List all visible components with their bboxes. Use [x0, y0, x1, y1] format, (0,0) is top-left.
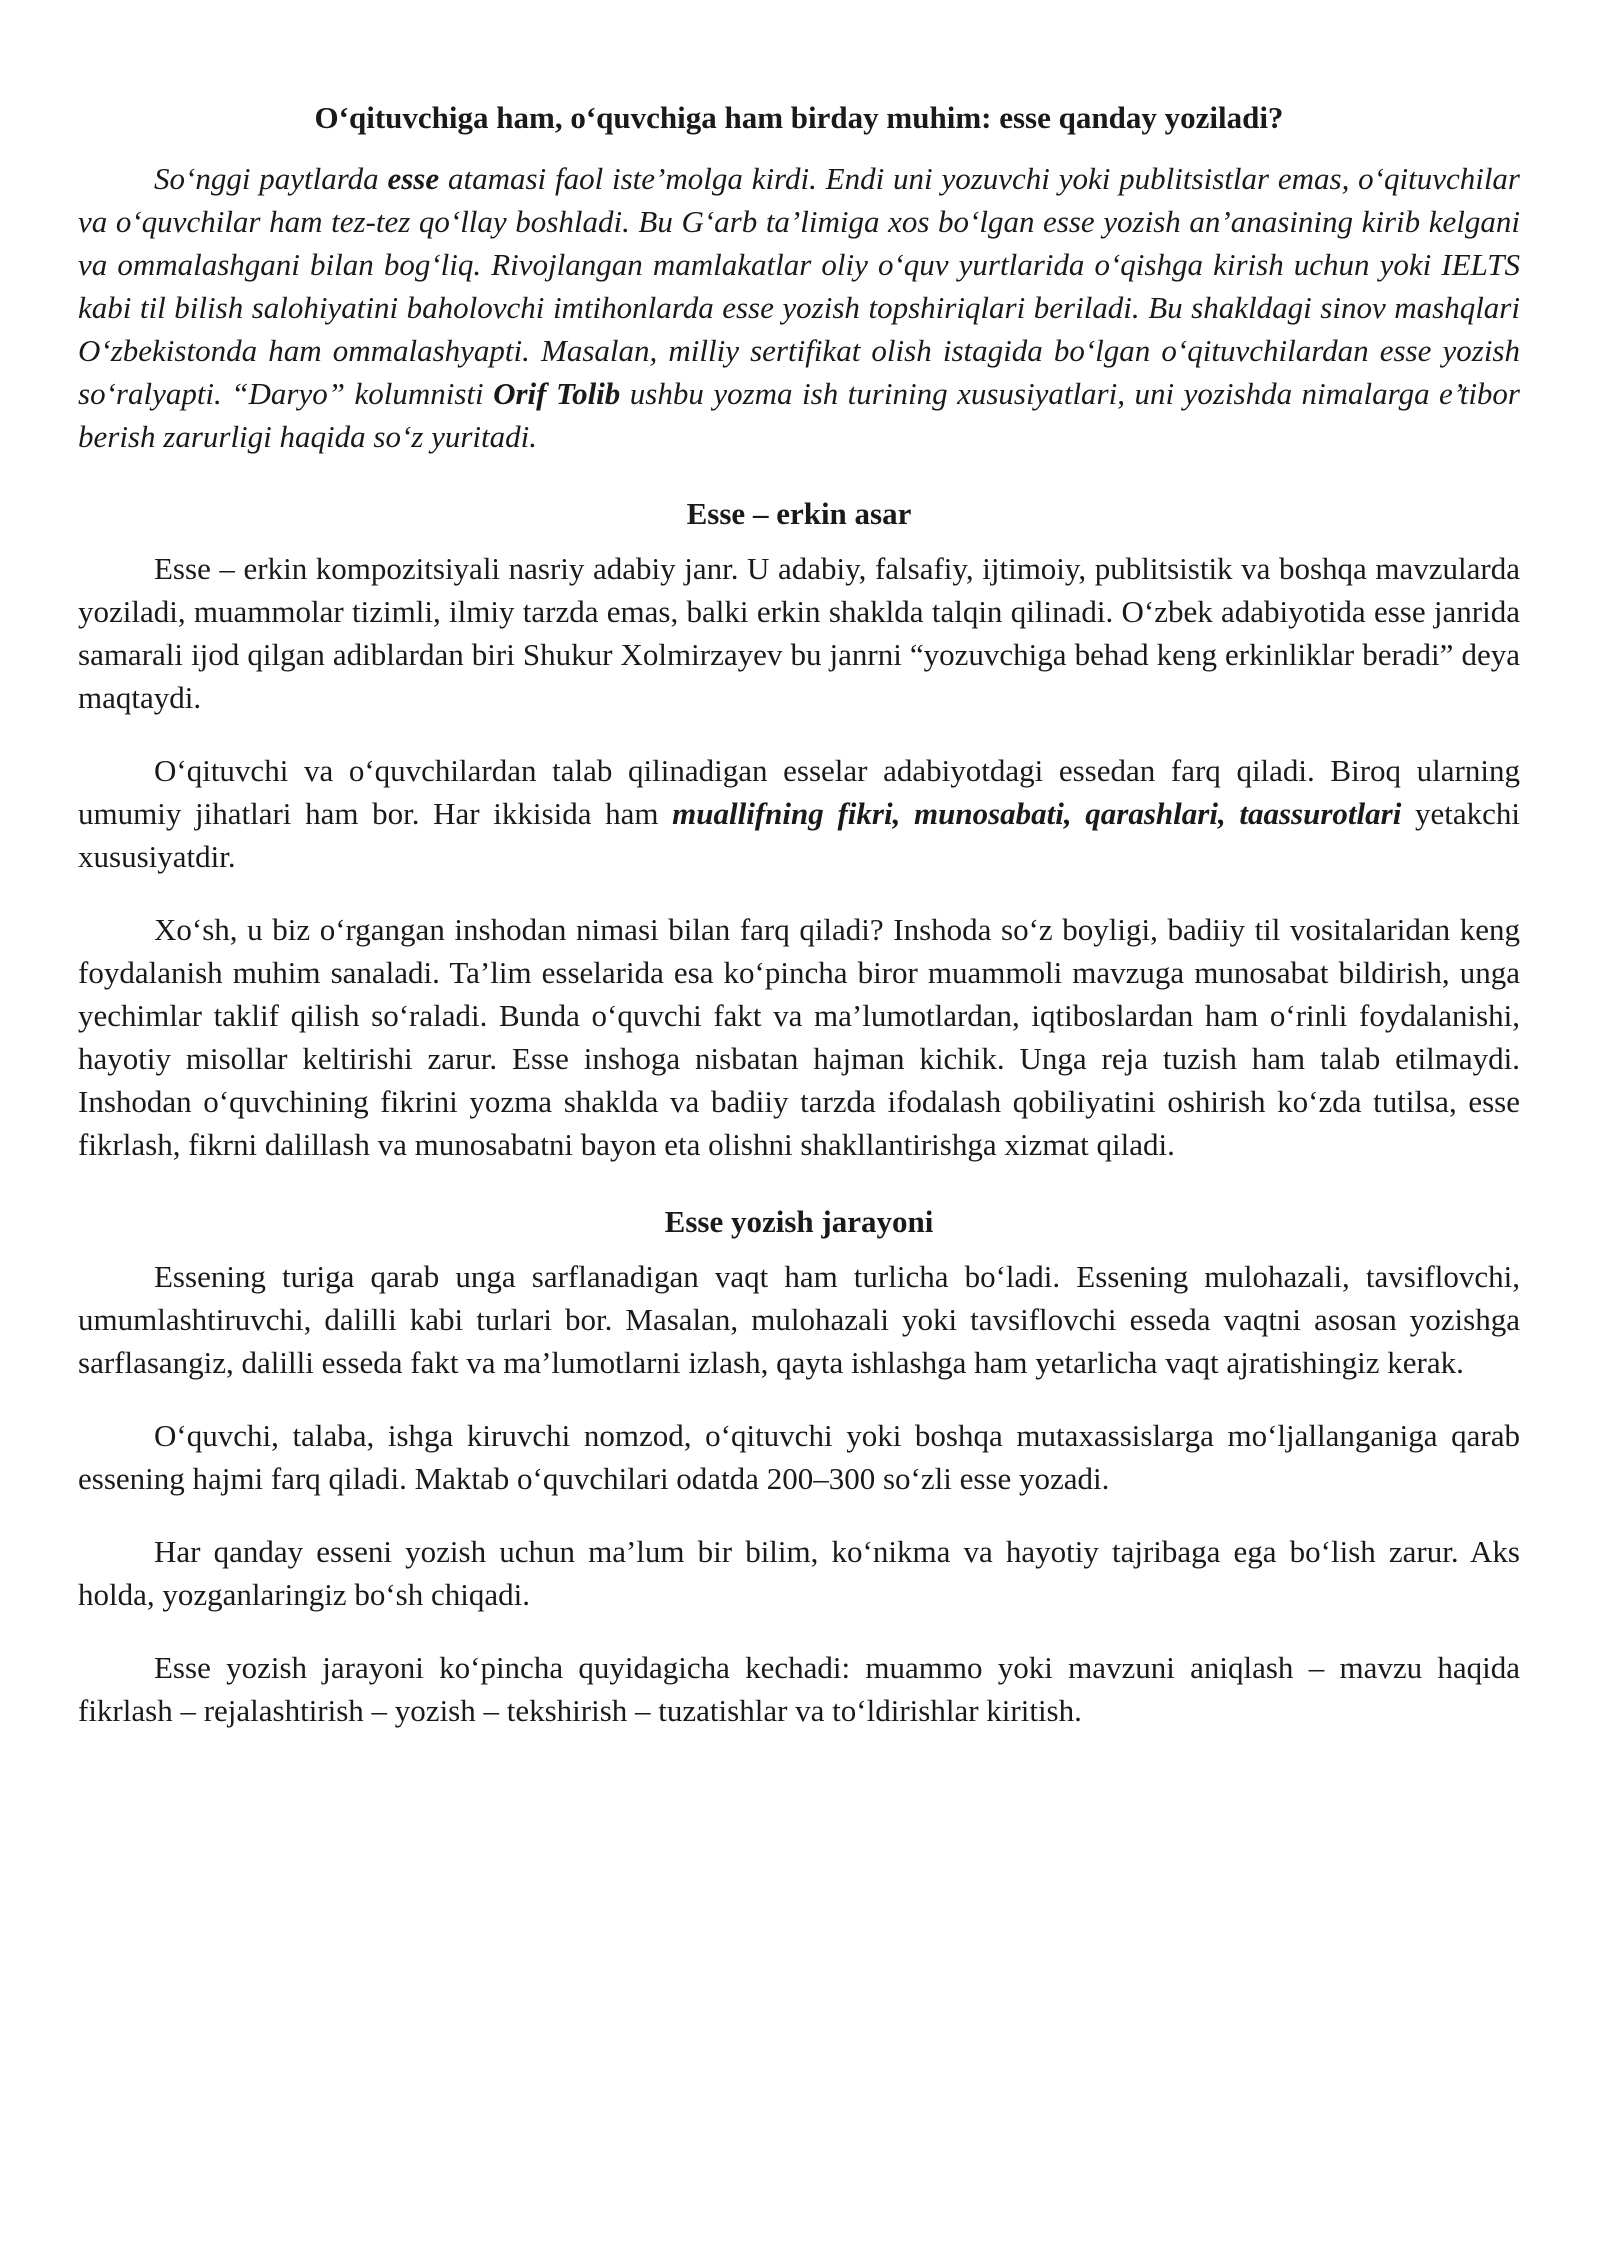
section2-paragraph-4: Esse yozish jarayoni ko‘pincha quyidagicha kechadi: muammo yoki mavzuni aniqlash – mavzu haqida fikrlash – rejalashtirish – yozish – tekshirish – tuzatishlar va to‘ldirishlar kiritish. [78, 1650, 1520, 1728]
document-page [78, 96, 1520, 1762]
section-heading-esse-erkin-asar: Esse – erkin asar [686, 496, 912, 531]
section1-paragraph-2-emphasis: muallifning fikri, munosabati, qarashlari, taassurotlari [672, 796, 1402, 831]
section2-paragraph-1: Essening turiga qarab unga sarflanadigan vaqt ham turlicha bo‘ladi. Essening mulohazali, tavsiflovchi, umumlashtiruvchi, dalilli kabi turlari bor. Masalan, mulohazali yoki tavsiflovchi esseda vaqtni asosan yozishga sarflasangiz, dalilli esseda fakt va ma’lumotlarni izlash, qayta ishlashga ham yetarlicha vaqt ajratishingiz kerak. [78, 1259, 1520, 1380]
lead-bold-term: esse [387, 161, 440, 196]
lead-text-1: So‘nggi paytlarda [154, 161, 388, 196]
lead-author-name: Orif Tolib [493, 376, 621, 411]
lead-text-3: ushbu yozma ish turining xususiyatlari, uni yozishda nimalarga e’tibor berish zarurligi haqida so‘z yuritadi. [78, 376, 1520, 454]
lead-text-2: atamasi faol iste’molga kirdi. Endi uni yozuvchi yoki publitsistlar emas, o‘qituvchilar va o‘quvchilar ham tez-tez qo‘llay boshladi. Bu G‘arb ta’limiga xos bo‘lgan esse yozish an’anasining kirib kelgani va ommalashgani bilan bog‘liq. Rivojlangan mamlakatlar oliy o‘quv yurtlarida o‘qishga kirish uchun yoki IELTS kabi til bilish salohiyatini baholovchi imtihonlarda esse yozish topshiriqlari beriladi. Bu shakldagi sinov mashqlari O‘zbekistonda ham ommalashyapti. Masalan, milliy sertifikat olish istagida bo‘lgan o‘qituvchilardan esse yozish so‘ralyapti. “Daryo” kolumnisti [78, 161, 1521, 411]
section1-paragraph-1: Esse – erkin kompozitsiyali nasriy adabiy janr. U adabiy, falsafiy, ijtimoiy, publitsistik va boshqa mavzularda yoziladi, muammolar tizimli, ilmiy tarzda emas, balki erkin shaklda talqin qilinadi. O‘zbek adabiyotida esse janrida samarali ijod qilgan adiblardan biri Shukur Xolmirzayev bu janrni “yozuvchiga behad keng erkinliklar beradi” deya maqtaydi. [78, 551, 1520, 715]
section1-paragraph-2-text-a: O‘qituvchi va o‘quvchilardan talab qilinadigan esselar adabiyotdagi essedan farq qiladi. Biroq ularning umumiy jihatlari ham bor. Har ikkisida ham [78, 753, 1520, 831]
section1-paragraph-2-text-b: yetakchi xususiyatdir. [78, 796, 1520, 874]
section2-paragraph-2: O‘quvchi, talaba, ishga kiruvchi nomzod, o‘qituvchi yoki boshqa mutaxassislarga mo‘ljallanganiga qarab essening hajmi farq qiladi. Maktab o‘quvchilari odatda 200–300 so‘zli esse yozadi. [78, 1418, 1520, 1496]
section1-paragraph-3: Xo‘sh, u biz o‘rgangan inshodan nimasi bilan farq qiladi? Inshoda so‘z boyligi, badiiy til vositalaridan keng foydalanish muhim sanaladi. Ta’lim esselarida esa ko‘pincha biror muammoli mavzuga munosabat bildirish, unga yechimlar taklif qilish so‘raladi. Bunda o‘quvchi fakt va ma’lumotlardan, iqtiboslardan ham o‘rinli foydalanishi, hayotiy misollar keltirishi zarur. Esse inshoga nisbatan hajman kichik. Unga reja tuzish ham talab etilmaydi. Inshodan o‘quvchining fikrini yozma shaklda va badiiy tarzda ifodalash qobiliyatini oshirish ko‘zda tutilsa, esse fikrlash, fikrni dalillash va munosabatni bayon eta olishni shakllantirishga xizmat qiladi. [78, 912, 1520, 1162]
section2-paragraph-3: Har qanday esseni yozish uchun ma’lum bir bilim, ko‘nikma va hayotiy tajribaga ega bo‘lish zarur. Aks holda, yozganlaringiz bo‘sh chiqadi. [78, 1534, 1520, 1612]
section-heading-esse-yozish-jarayoni: Esse yozish jarayoni [664, 1204, 934, 1239]
section1-paragraph-2 [78, 749, 1520, 878]
lead-paragraph [78, 157, 1520, 458]
document-title: O‘qituvchiga ham, o‘quvchiga ham birday muhim: esse qanday yoziladi? [314, 100, 1284, 135]
